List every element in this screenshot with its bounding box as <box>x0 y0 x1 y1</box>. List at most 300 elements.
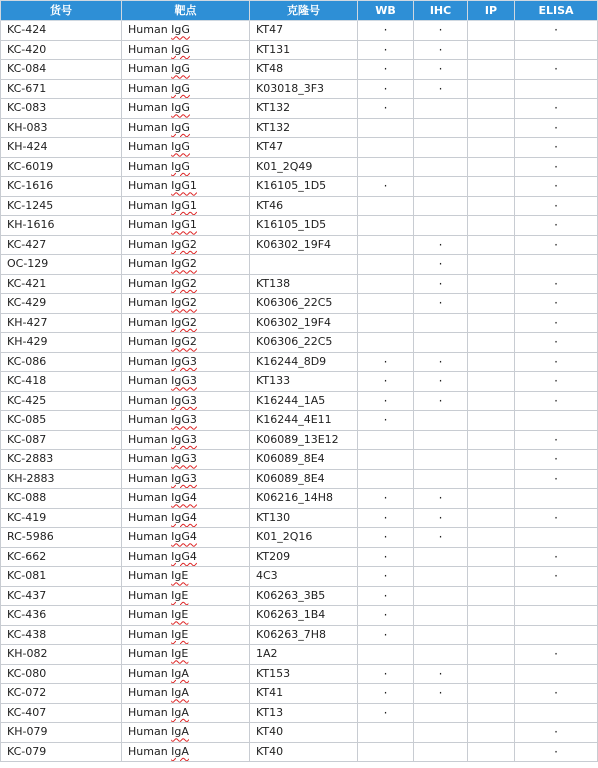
target-species: Human <box>128 686 172 700</box>
table-row <box>1 723 598 743</box>
ihc-mark: · <box>438 296 443 311</box>
wb-mark: · <box>383 42 388 57</box>
wb-cell <box>358 157 414 177</box>
wb-cell <box>358 625 414 645</box>
wb-cell <box>358 391 414 411</box>
wb-mark: · <box>383 23 388 38</box>
ihc-mark: · <box>438 666 443 681</box>
ihc-cell <box>414 528 468 548</box>
wb-mark: · <box>383 530 388 545</box>
wb-mark: · <box>383 354 388 369</box>
catalog-number-cell: KH-083 <box>1 118 122 138</box>
elisa-mark: · <box>554 237 558 252</box>
ihc-cell <box>414 664 468 684</box>
elisa-cell <box>515 372 598 392</box>
ip-cell <box>468 664 515 684</box>
clone-cell: K06216_14H8 <box>250 489 358 509</box>
ihc-mark: · <box>438 257 443 272</box>
wb-cell <box>358 274 414 294</box>
target-cell <box>122 567 250 587</box>
target-isotype: IgG1 <box>171 198 197 212</box>
target-isotype: IgG <box>171 120 190 134</box>
table-row <box>1 118 598 138</box>
table-row <box>1 313 598 333</box>
elisa-cell <box>515 352 598 372</box>
ihc-cell <box>414 411 468 431</box>
elisa-cell <box>515 138 598 158</box>
clone-cell: K16105_1D5 <box>250 216 358 236</box>
target-isotype: IgG <box>171 23 190 37</box>
ip-cell <box>468 586 515 606</box>
elisa-cell <box>515 118 598 138</box>
clone-cell: KT41 <box>250 684 358 704</box>
catalog-number-cell: KC-084 <box>1 60 122 80</box>
elisa-mark: · <box>554 101 558 116</box>
target-isotype: IgA <box>171 666 189 680</box>
elisa-cell <box>515 274 598 294</box>
target-species: Human <box>128 335 172 349</box>
ip-cell <box>468 723 515 743</box>
target-species: Human <box>128 354 172 368</box>
table-row <box>1 333 598 353</box>
target-cell <box>122 235 250 255</box>
target-isotype: IgE <box>171 608 189 622</box>
wb-mark: · <box>383 549 388 564</box>
elisa-cell <box>515 430 598 450</box>
elisa-cell <box>515 703 598 723</box>
header-clone: 克隆号 <box>250 1 358 21</box>
ihc-cell <box>414 606 468 626</box>
wb-mark: · <box>383 686 388 701</box>
ip-cell <box>468 547 515 567</box>
ihc-cell <box>414 352 468 372</box>
ip-cell <box>468 508 515 528</box>
wb-cell <box>358 508 414 528</box>
target-cell <box>122 586 250 606</box>
target-cell <box>122 352 250 372</box>
target-species: Human <box>128 159 172 173</box>
catalog-number-cell: KH-427 <box>1 313 122 333</box>
elisa-mark: · <box>554 335 558 350</box>
ip-cell <box>468 99 515 119</box>
target-isotype: IgG <box>171 159 190 173</box>
wb-cell <box>358 723 414 743</box>
wb-cell <box>358 333 414 353</box>
clone-cell: K06263_7H8 <box>250 625 358 645</box>
table-row <box>1 40 598 60</box>
target-cell <box>122 489 250 509</box>
target-cell <box>122 664 250 684</box>
ihc-mark: · <box>438 42 443 57</box>
target-cell <box>122 99 250 119</box>
ihc-cell <box>414 294 468 314</box>
table-row <box>1 235 598 255</box>
target-cell <box>122 372 250 392</box>
elisa-mark: · <box>554 198 558 213</box>
table-row <box>1 645 598 665</box>
ihc-mark: · <box>438 237 443 252</box>
clone-cell: K06306_22C5 <box>250 333 358 353</box>
catalog-number-cell: KC-437 <box>1 586 122 606</box>
target-isotype: IgG3 <box>171 374 197 388</box>
clone-cell: K01_2Q16 <box>250 528 358 548</box>
target-species: Human <box>128 315 172 329</box>
elisa-cell <box>515 177 598 197</box>
target-cell <box>122 21 250 41</box>
elisa-cell <box>515 40 598 60</box>
ip-cell <box>468 625 515 645</box>
target-species: Human <box>128 744 172 758</box>
ihc-cell <box>414 118 468 138</box>
target-cell <box>122 255 250 275</box>
wb-cell <box>358 528 414 548</box>
catalog-number-cell: KC-421 <box>1 274 122 294</box>
wb-cell <box>358 60 414 80</box>
target-cell <box>122 196 250 216</box>
target-species: Human <box>128 81 172 95</box>
target-species: Human <box>128 627 172 641</box>
wb-cell <box>358 450 414 470</box>
ip-cell <box>468 333 515 353</box>
ip-cell <box>468 372 515 392</box>
catalog-number-cell: KC-407 <box>1 703 122 723</box>
elisa-cell <box>515 528 598 548</box>
wb-cell <box>358 40 414 60</box>
ihc-cell <box>414 645 468 665</box>
target-isotype: IgG2 <box>171 335 197 349</box>
target-isotype: IgG2 <box>171 296 197 310</box>
elisa-mark: · <box>554 140 558 155</box>
target-cell <box>122 450 250 470</box>
elisa-cell <box>515 508 598 528</box>
target-isotype: IgG3 <box>171 432 197 446</box>
clone-cell: KT131 <box>250 40 358 60</box>
target-isotype: IgG <box>171 42 190 56</box>
target-species: Human <box>128 647 172 661</box>
target-isotype: IgG1 <box>171 179 197 193</box>
clone-cell: KT133 <box>250 372 358 392</box>
table-row <box>1 469 598 489</box>
ihc-cell <box>414 684 468 704</box>
target-isotype: IgG1 <box>171 218 197 232</box>
clone-cell: KT46 <box>250 196 358 216</box>
ihc-cell <box>414 274 468 294</box>
target-species: Human <box>128 237 172 251</box>
catalog-number-cell: KC-424 <box>1 21 122 41</box>
clone-cell: KT138 <box>250 274 358 294</box>
catalog-number-cell: RC-5986 <box>1 528 122 548</box>
ihc-mark: · <box>438 686 443 701</box>
ip-cell <box>468 274 515 294</box>
wb-mark: · <box>383 666 388 681</box>
target-species: Human <box>128 588 172 602</box>
elisa-cell <box>515 645 598 665</box>
ip-cell <box>468 411 515 431</box>
clone-cell: K16244_8D9 <box>250 352 358 372</box>
target-isotype: IgG <box>171 62 190 76</box>
target-species: Human <box>128 705 172 719</box>
wb-cell <box>358 21 414 41</box>
table-row <box>1 547 598 567</box>
target-species: Human <box>128 140 172 154</box>
header-elisa: ELISA <box>515 1 598 21</box>
clone-cell: KT130 <box>250 508 358 528</box>
catalog-number-cell: KC-2883 <box>1 450 122 470</box>
ip-cell <box>468 79 515 99</box>
table-row <box>1 157 598 177</box>
target-cell <box>122 79 250 99</box>
catalog-number-cell: KC-418 <box>1 372 122 392</box>
target-species: Human <box>128 471 172 485</box>
ip-cell <box>468 489 515 509</box>
target-cell <box>122 742 250 762</box>
catalog-number-cell: KC-086 <box>1 352 122 372</box>
elisa-mark: · <box>554 179 558 194</box>
wb-cell <box>358 313 414 333</box>
ihc-cell <box>414 469 468 489</box>
target-species: Human <box>128 218 172 232</box>
clone-cell: 4C3 <box>250 567 358 587</box>
elisa-cell <box>515 742 598 762</box>
ip-cell <box>468 138 515 158</box>
wb-cell <box>358 567 414 587</box>
target-cell <box>122 118 250 138</box>
ihc-cell <box>414 333 468 353</box>
wb-mark: · <box>383 413 388 428</box>
ihc-cell <box>414 79 468 99</box>
ihc-cell <box>414 216 468 236</box>
wb-cell <box>358 469 414 489</box>
table-row <box>1 21 598 41</box>
target-species: Human <box>128 374 172 388</box>
catalog-number-cell: KC-072 <box>1 684 122 704</box>
target-cell <box>122 157 250 177</box>
elisa-mark: · <box>554 393 558 408</box>
ip-cell <box>468 703 515 723</box>
wb-cell <box>358 118 414 138</box>
target-isotype: IgA <box>171 686 189 700</box>
ihc-cell <box>414 177 468 197</box>
wb-mark: · <box>383 608 388 623</box>
clone-cell: KT209 <box>250 547 358 567</box>
catalog-number-cell: KH-2883 <box>1 469 122 489</box>
ihc-cell <box>414 138 468 158</box>
clone-cell: K16244_4E11 <box>250 411 358 431</box>
ip-cell <box>468 118 515 138</box>
wb-cell <box>358 684 414 704</box>
ihc-mark: · <box>438 62 443 77</box>
ihc-cell <box>414 489 468 509</box>
clone-cell: KT13 <box>250 703 358 723</box>
wb-cell <box>358 196 414 216</box>
target-isotype: IgG4 <box>171 510 197 524</box>
elisa-mark: · <box>554 276 558 291</box>
target-species: Human <box>128 413 172 427</box>
catalog-number-cell: KC-427 <box>1 235 122 255</box>
table-row <box>1 60 598 80</box>
ip-cell <box>468 742 515 762</box>
table-row <box>1 391 598 411</box>
elisa-cell <box>515 235 598 255</box>
ip-cell <box>468 40 515 60</box>
clone-cell: 1A2 <box>250 645 358 665</box>
wb-cell <box>358 177 414 197</box>
clone-cell: KT47 <box>250 138 358 158</box>
target-species: Human <box>128 179 172 193</box>
wb-cell <box>358 294 414 314</box>
target-species: Human <box>128 62 172 76</box>
wb-cell <box>358 645 414 665</box>
table-row <box>1 586 598 606</box>
table-row <box>1 450 598 470</box>
table-row <box>1 489 598 509</box>
elisa-cell <box>515 469 598 489</box>
clone-cell: K01_2Q49 <box>250 157 358 177</box>
clone-cell: KT40 <box>250 723 358 743</box>
elisa-cell <box>515 21 598 41</box>
target-isotype: IgG4 <box>171 530 197 544</box>
target-species: Human <box>128 725 172 739</box>
elisa-cell <box>515 606 598 626</box>
wb-mark: · <box>383 705 388 720</box>
clone-cell: K06089_13E12 <box>250 430 358 450</box>
ip-cell <box>468 235 515 255</box>
elisa-cell <box>515 196 598 216</box>
ip-cell <box>468 352 515 372</box>
ip-cell <box>468 430 515 450</box>
elisa-mark: · <box>554 62 558 77</box>
ihc-cell <box>414 313 468 333</box>
table-row <box>1 138 598 158</box>
ip-cell <box>468 567 515 587</box>
elisa-cell <box>515 255 598 275</box>
table-row <box>1 255 598 275</box>
elisa-cell <box>515 489 598 509</box>
clone-cell: KT132 <box>250 99 358 119</box>
wb-mark: · <box>383 491 388 506</box>
elisa-cell <box>515 684 598 704</box>
target-isotype: IgE <box>171 647 189 661</box>
ihc-mark: · <box>438 276 443 291</box>
catalog-number-cell: KC-438 <box>1 625 122 645</box>
target-isotype: IgG <box>171 81 190 95</box>
catalog-number-cell: KC-088 <box>1 489 122 509</box>
elisa-cell <box>515 333 598 353</box>
table-row <box>1 294 598 314</box>
target-cell <box>122 528 250 548</box>
elisa-mark: · <box>554 510 558 525</box>
target-cell <box>122 391 250 411</box>
ip-cell <box>468 216 515 236</box>
table-row <box>1 99 598 119</box>
target-species: Human <box>128 432 172 446</box>
clone-cell: KT48 <box>250 60 358 80</box>
catalog-number-cell: KH-429 <box>1 333 122 353</box>
wb-cell <box>358 742 414 762</box>
clone-cell: K16105_1D5 <box>250 177 358 197</box>
target-cell <box>122 333 250 353</box>
header-target: 靶点 <box>122 1 250 21</box>
target-cell <box>122 177 250 197</box>
ip-cell <box>468 255 515 275</box>
target-cell <box>122 625 250 645</box>
catalog-number-cell: KH-424 <box>1 138 122 158</box>
target-species: Human <box>128 42 172 56</box>
target-species: Human <box>128 393 172 407</box>
elisa-cell <box>515 567 598 587</box>
target-isotype: IgA <box>171 744 189 758</box>
catalog-number-cell: KC-429 <box>1 294 122 314</box>
elisa-mark: · <box>554 354 558 369</box>
elisa-cell <box>515 60 598 80</box>
elisa-cell <box>515 313 598 333</box>
wb-cell <box>358 372 414 392</box>
wb-cell <box>358 703 414 723</box>
target-cell <box>122 274 250 294</box>
table-row <box>1 411 598 431</box>
ip-cell <box>468 196 515 216</box>
target-cell <box>122 703 250 723</box>
target-cell <box>122 411 250 431</box>
target-cell <box>122 60 250 80</box>
elisa-cell <box>515 391 598 411</box>
ip-cell <box>468 21 515 41</box>
target-cell <box>122 684 250 704</box>
elisa-mark: · <box>554 686 558 701</box>
ip-cell <box>468 391 515 411</box>
clone-cell: K06302_19F4 <box>250 313 358 333</box>
target-species: Human <box>128 23 172 37</box>
catalog-number-cell: KC-436 <box>1 606 122 626</box>
wb-cell <box>358 255 414 275</box>
elisa-mark: · <box>554 471 558 486</box>
target-cell <box>122 723 250 743</box>
catalog-number-cell: KC-420 <box>1 40 122 60</box>
table-row <box>1 567 598 587</box>
wb-cell <box>358 235 414 255</box>
target-isotype: IgG2 <box>171 257 197 271</box>
ihc-cell <box>414 625 468 645</box>
clone-cell: K16244_1A5 <box>250 391 358 411</box>
ihc-cell <box>414 547 468 567</box>
target-isotype: IgG3 <box>171 471 197 485</box>
ihc-cell <box>414 703 468 723</box>
ihc-cell <box>414 723 468 743</box>
wb-mark: · <box>383 374 388 389</box>
target-species: Human <box>128 276 172 290</box>
target-species: Human <box>128 608 172 622</box>
elisa-mark: · <box>554 452 558 467</box>
target-cell <box>122 138 250 158</box>
wb-mark: · <box>383 588 388 603</box>
catalog-number-cell: KC-662 <box>1 547 122 567</box>
wb-cell <box>358 606 414 626</box>
clone-cell: K06306_22C5 <box>250 294 358 314</box>
table-row <box>1 684 598 704</box>
table-header-row <box>1 1 598 21</box>
elisa-mark: · <box>554 432 558 447</box>
wb-mark: · <box>383 62 388 77</box>
clone-cell: K06089_8E4 <box>250 450 358 470</box>
wb-cell <box>358 352 414 372</box>
ihc-mark: · <box>438 23 443 38</box>
ip-cell <box>468 60 515 80</box>
target-species: Human <box>128 101 172 115</box>
catalog-number-cell: KC-6019 <box>1 157 122 177</box>
ip-cell <box>468 450 515 470</box>
ihc-cell <box>414 391 468 411</box>
catalog-number-cell: KC-087 <box>1 430 122 450</box>
